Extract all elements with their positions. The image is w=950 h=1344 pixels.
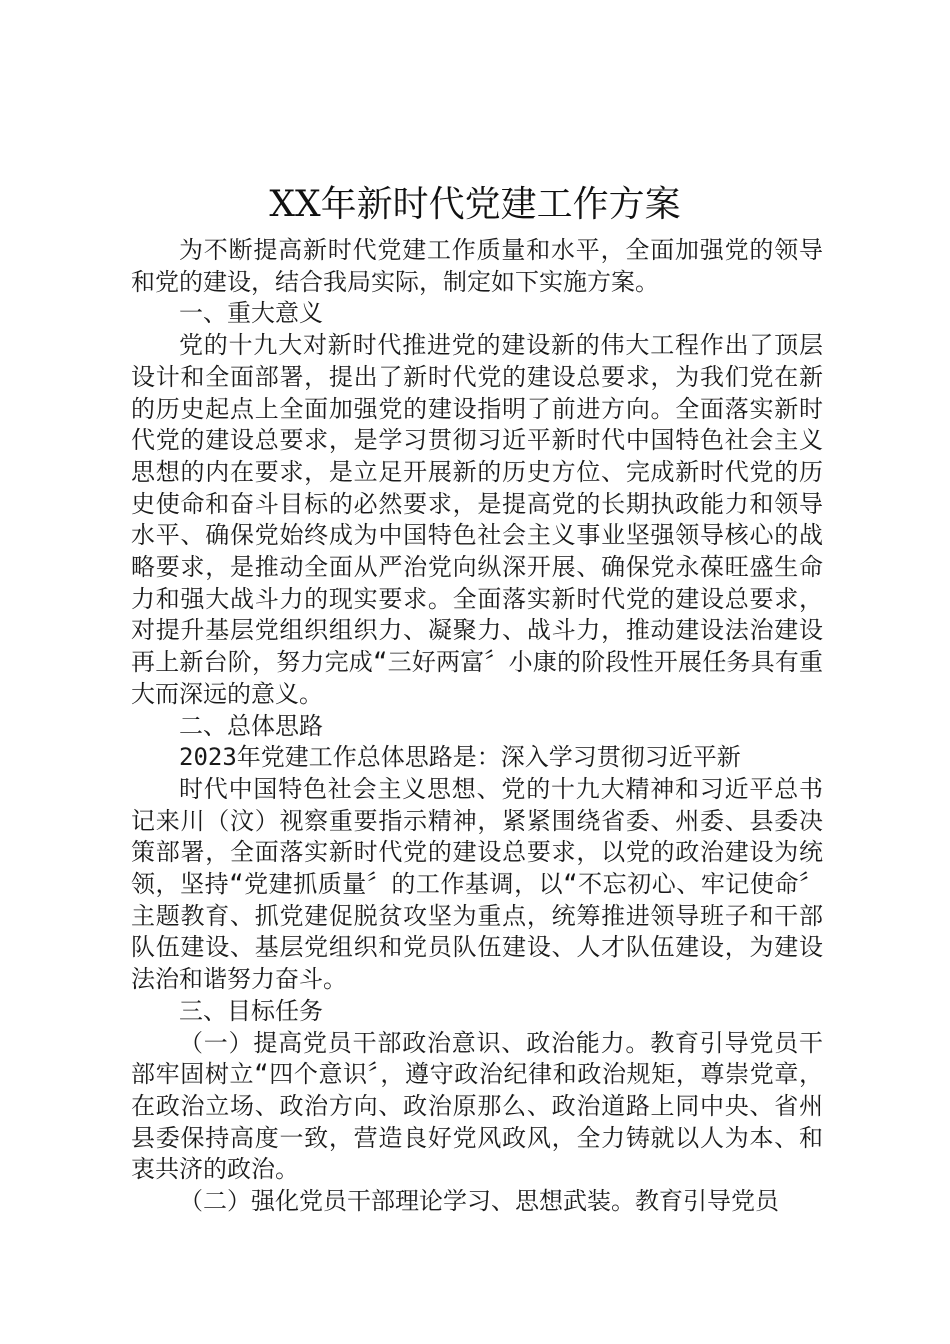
document-body [131,235,823,1218]
section-heading-significance: 一、重大意义 [179,299,323,328]
document-title: XX年新时代党建工作方案 [269,184,681,225]
approach-paragraph: 时代中国特色社会主义思想、党的十九大精神和习近平总书记来川（汶）视察重要指示精神，紧紧围绕省委、州委、县委决策部署，全面落实新时代党的建设总要求，以党的政治建设为统领，坚持“党建抓质量〞的工作基调，以“不忘初心、牢记使命〞主题教育、抓党建促脱贫攻坚为重点，统筹推进领导班子和干部队伍建设、基层党组织和党员队伍建设、人才队伍建设，为建设法治和谐努力奋斗。 [131,774,823,994]
intro-paragraph: 为不断提高新时代党建工作质量和水平，全面加强党的领导和党的建设，结合我局实际，制定如下实施方案。 [131,236,823,296]
significance-paragraph: 党的十九大对新时代推进党的建设新的伟大工程作出了顶层设计和全面部署，提出了新时代党的建设总要求，为我们党在新的历史起点上全面加强党的建设指明了前进方向。全面落实新时代党的建设总要求，是学习贯彻习近平新时代中国特色社会主义思想的内在要求，是立足开展新的历史方位、完成新时代党的历史使命和奋斗目标的必然要求，是提高党的长期执政能力和领导水平、确保党始终成为中国特色社会主义事业坚强领导核心的战略要求，是推动全面从严治党向纵深开展、确保党永葆旺盛生命力和强大战斗力的现实要求。全面落实新时代党的建设总要求，对提升基层党组织组织力、凝聚力、战斗力，推动建设法治建设再上新台阶，努力完成“三好两富〞小康的阶段性开展任务具有重大而深远的意义。 [131,331,823,708]
section-heading-tasks: 三、目标任务 [179,996,323,1025]
approach-paragraph-first-line: 2023年党建工作总体思路是：深入学习贯彻习近平新 [179,743,741,772]
task-paragraph-1: （一）提高党员干部政治意识、政治能力。教育引导党员干部牢固树立“四个意识〞，遵守政治纪律和政治规矩，尊崇党章，在政治立场、政治方向、政治原那么、政治道路上同中央、省州县委保持高度一致，营造良好党风政风，全力铸就以人为本、和衷共济的政治。 [131,1028,823,1184]
task-paragraph-2: （二）强化党员干部理论学习、思想武装。教育引导党员 [179,1187,779,1216]
section-heading-approach: 二、总体思路 [179,711,323,740]
